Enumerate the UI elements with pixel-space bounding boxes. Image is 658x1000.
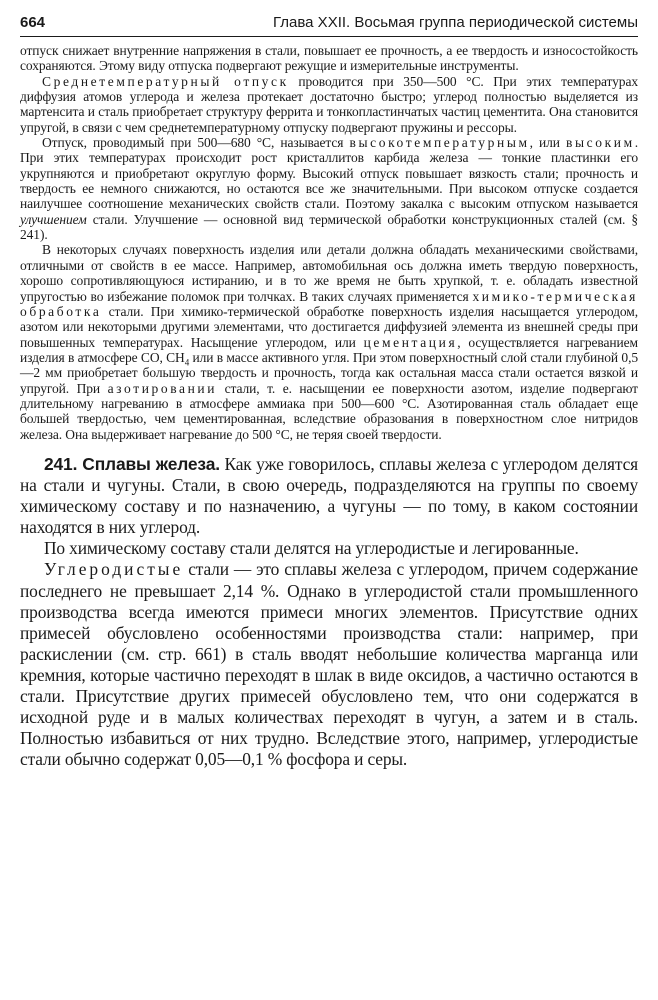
- paragraph-medium-temper: [20, 74, 638, 135]
- paragraph-low-temper-end: [20, 43, 638, 74]
- paragraph-chemical-thermal: [20, 242, 638, 441]
- term-high: высоким: [566, 135, 635, 151]
- chapter-title: Глава XXII. Восьмая группа периодической системы: [273, 14, 638, 31]
- paragraph-carbon-steel: [20, 559, 638, 770]
- small-print-section: [20, 43, 638, 442]
- paragraph-classification: [20, 538, 638, 559]
- main-print-section: [20, 454, 638, 770]
- text-run: или в массе активного угля. При этом поверхностный слой стали глубиной 0,5—2 мм приобретает большую твердость и прочность, тогда как остальная масса стали остается вязкой и упругой. При: [20, 349, 638, 396]
- text-run: В некоторых случаях поверхность изделия или детали должна обладать механическими свойствами, отличными от свойств в ее массе. Например, автомобильная ось должна иметь твердую поверхность, хорошо сопротивляющуюся истиранию, и в то же время не быть хрупкой, т. е. обладать известной упругостью во избежание поломок при толчках. В таких случаях применяется: [20, 242, 638, 304]
- section-241-intro: [20, 454, 638, 538]
- text-run: Отпуск, проводимый при 500—680 °С, называется: [42, 135, 350, 151]
- book-page: [20, 14, 638, 770]
- term-cementation: цементация: [363, 334, 458, 350]
- subscript: 4: [184, 357, 190, 368]
- paragraph-text: Как уже говорилось, сплавы железа с углеродом делятся на стали и чугуны. Стали, в свою очередь, подразделяются на группы по своему химическому составу и по назначению, а чугуны — по тому, в каком состоянии находятся в них углерод.: [20, 453, 638, 538]
- paragraph-text: отпуск снижает внутренние напряжения в стали, повышает ее прочность, а ее твердость и износостойкость сохраняются. Этому виду отпуска подвергают режущие и измерительные инструменты.: [20, 43, 638, 74]
- section-heading: 241. Сплавы железа.: [44, 453, 220, 474]
- text-run: , осуществляется нагреванием изделия в атмосфере CO, CH: [20, 334, 638, 365]
- paragraph-text: стали — это сплавы железа с углеродом, причем содержание последнего не превышает 2,14 %. Однако в углеродистой стали промышленного производства всегда имеются примеси многих элементов. Присутствие одних примесей обусловлено особенностями производства стали: например, при раскислении (см. стр. 661) в сталь вводят небольшие количества марганца или кремния, которые частично переходят в шлак в виде оксидов, а частично остаются в стали. Присутствие других примесей обусловлено тем, что они содержатся в исходной руде и в малых количествах переходят в чугун, а затем и в сталь. Полностью избавиться от них трудно. Вследствие этого, например, углеродистые стали обычно содержат 0,05—0,1 % фосфора и серы.: [20, 559, 638, 770]
- term-carbon-steel: Углеродистые: [44, 559, 184, 580]
- page-number: 664: [20, 14, 46, 31]
- text-run: . При этих температурах происходит рост кристаллитов карбида железа — тонкие пластинки его укрупняются и приобретают округлую форму. Высокий отпуск повышает вязкость стали; прочность и твердость ее немного снижаются, но остаются все же значительными. При высоком отпуске создается наилучшее соотношение механических свойств стали. Поэтому закалка с высоким отпуском называется: [20, 135, 639, 212]
- text-run: стали. Улучшение — основной вид термической обработки конструкционных сталей (см. § 241).: [20, 211, 638, 243]
- term-nitriding: азотировании: [107, 380, 218, 396]
- term-chemical-thermal: химико-термическая обработка: [20, 288, 638, 319]
- page-header: [20, 14, 638, 37]
- text-run: стали. При химико-термической обработке поверхность изделия насыщается углеродом, азотом или некоторыми другими элементами, что достигается диффузией элемента из внешней среды при повышенных температурах. Насыщение углеродом, или: [20, 303, 638, 350]
- text-run: стали, т. е. насыщении ее поверхности азотом, изделие подвергают длительному нагреванию в атмосфере аммиака при 500—600 °С. Азотированная сталь обладает еще большей твердостью, чем цементированная, вследствие образования в поверхностном слое нитридов железа. Она выдерживает нагревание до 500 °С, не теряя своей твердости.: [20, 380, 638, 442]
- paragraph-high-temper: [20, 135, 638, 242]
- paragraph-text: По химическому составу стали делятся на углеродистые и легированные.: [44, 538, 579, 559]
- term-high-temper: высокотемпературным: [349, 135, 530, 151]
- paragraph-text: проводится при 350—500 °С. При этих температурах диффузия атомов углерода и железа протекает достаточно быстро; углерод полностью выделяется из мартенсита и сталь приобретает структуру феррита и тонкопластинчатых частиц цементита. Она становится упругой, в связи с чем среднетемпературному отпуску подвергают пружины и рессоры.: [20, 73, 638, 135]
- term-medium-temper: Среднетемпературный отпуск: [42, 73, 289, 89]
- text-run: , или: [529, 135, 567, 151]
- term-improvement: улучшением: [20, 211, 87, 227]
